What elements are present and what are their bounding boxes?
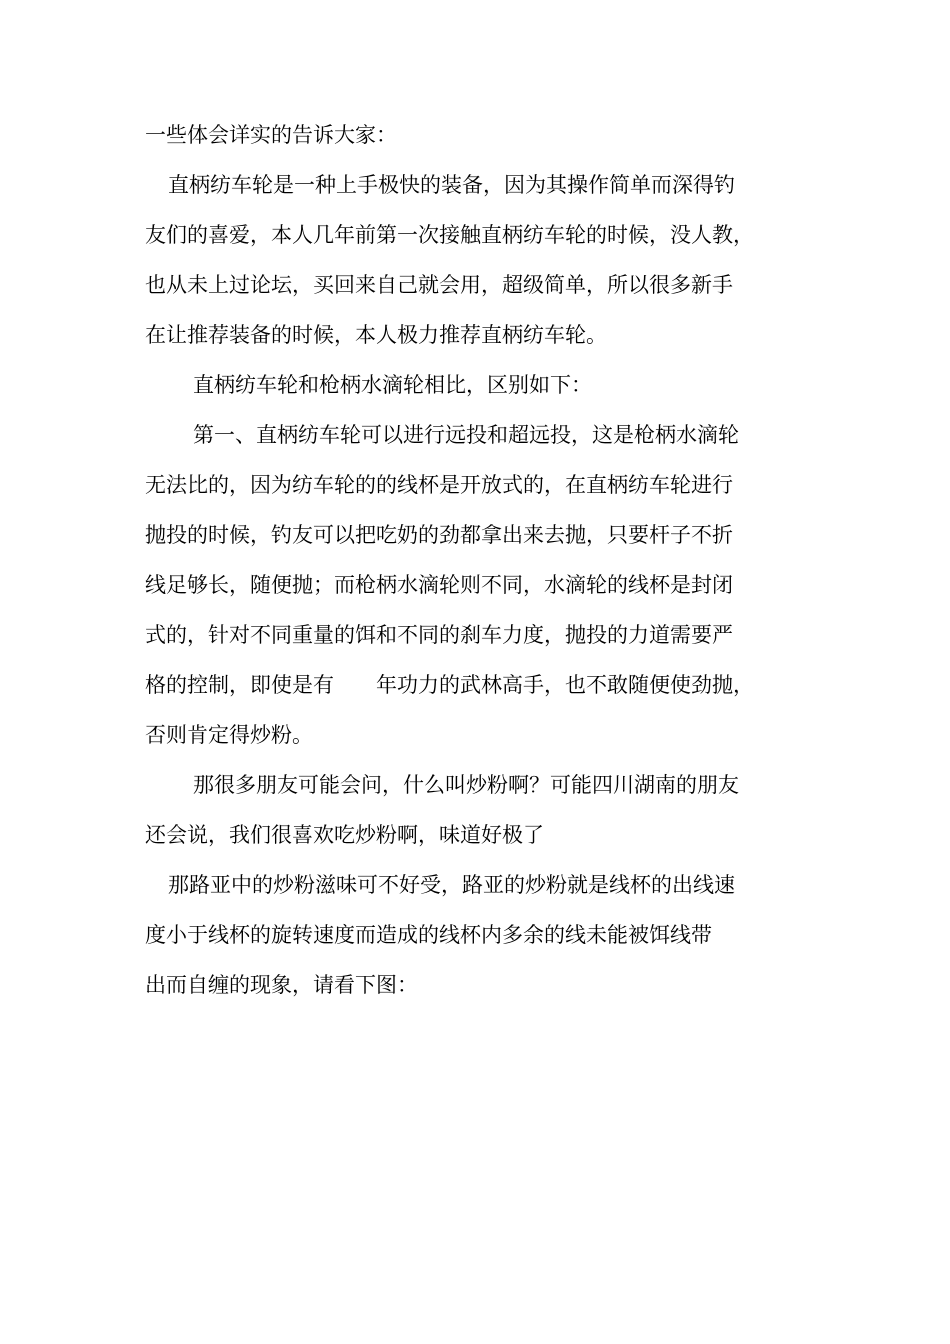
text-line: 那很多朋友可能会问，什么叫炒粉啊？可能四川湖南的朋友 [193, 773, 739, 797]
text-line: 式的，针对不同重量的饵和不同的刹车力度，抛投的力道需要严 [145, 623, 733, 647]
text-line: 在让推荐装备的时候，本人极力推荐直柄纺车轮。 [145, 323, 607, 347]
text-line: 抛投的时候，钓友可以把吃奶的劲都拿出来去抛，只要杆子不折 [145, 523, 733, 547]
text-line: 那路亚中的炒粉滋味可不好受，路亚的炒粉就是线杯的出线速 [168, 873, 735, 897]
text-line: 无法比的，因为纺车轮的的线杯是开放式的，在直柄纺车轮进行 [145, 473, 733, 497]
text-line: 也从未上过论坛，买回来自己就会用，超级简单，所以很多新手 [145, 273, 733, 297]
text-line: 线足够长，随便抛；而枪柄水滴轮则不同，水滴轮的线杯是封闭 [145, 573, 733, 597]
text-line: 一些体会详实的告诉大家： [145, 123, 397, 147]
text-line: 还会说，我们很喜欢吃炒粉啊，味道好极了 [145, 823, 544, 847]
text-line: 格的控制，即使是有 年功力的武林高手，也不敢随便使劲抛， [145, 673, 754, 697]
text-line: 度小于线杯的旋转速度而造成的线杯内多余的线未能被饵线带 [145, 923, 712, 947]
text-line: 直柄纺车轮是一种上手极快的装备，因为其操作简单而深得钓 [168, 173, 735, 197]
text-line: 出而自缠的现象，请看下图： [145, 973, 418, 997]
text-line: 第一、直柄纺车轮可以进行远投和超远投，这是枪柄水滴轮 [193, 423, 739, 447]
text-line: 友们的喜爱，本人几年前第一次接触直柄纺车轮的时候，没人教， [145, 223, 754, 247]
text-line: 否则肯定得炒粉。 [145, 723, 313, 747]
text-line: 直柄纺车轮和枪柄水滴轮相比，区别如下： [193, 373, 592, 397]
